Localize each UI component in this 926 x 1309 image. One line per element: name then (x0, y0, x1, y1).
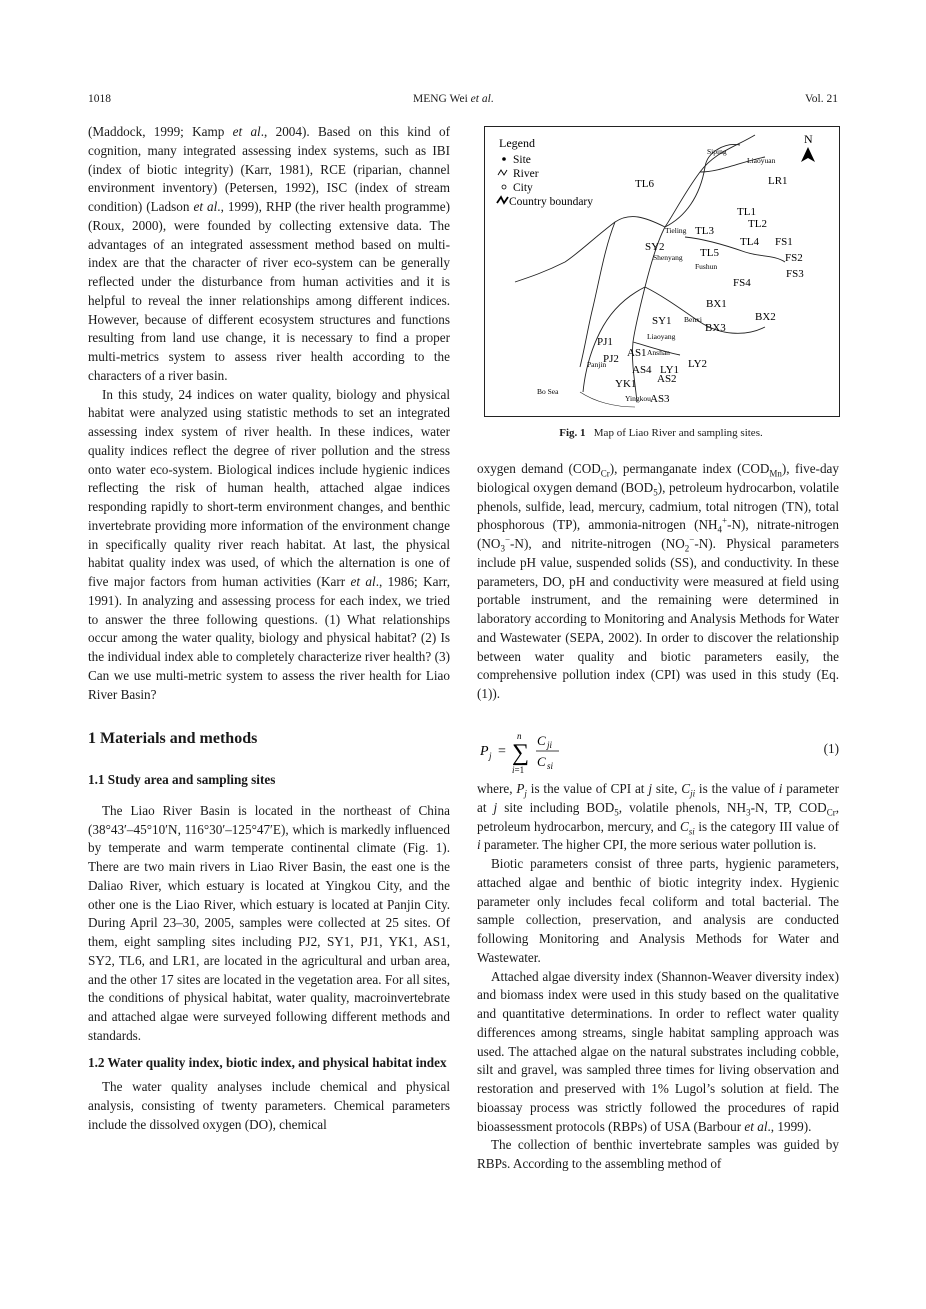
right-column-top (477, 460, 839, 704)
site-label-yk1: YK1 (615, 378, 637, 390)
right-column-bottom (477, 780, 839, 1174)
paragraph-study-area: The Liao River Basin is located in the northeast of China (38°43′–45°10′N, 116°30′–125°47′E), which is markedly influenced by temperate and warm temperate continental climate (Fig. 1). There are two main rivers in Liao River Basin, the east one is the Daliao River, which estuary is located at Yingkou City, and the other one is the Liao River, which estuary is located at Panjin City. During April 23–30, 2005, samples were collected at 25 sites. Of them, eight sampling sites including PJ2, SY1, PJ1, YK1, AS1, SY2, TL6, and LR1, are located in the agricultural and urban area, and the other 17 sites are located in the vegetation area. For all sites, the conditions of physical habitat, water quality, macroinvertebrate and attached algae were surveyed following different methods and standards. (88, 802, 450, 1043)
site-label-tl4: TL4 (740, 236, 759, 248)
legend-site: Site (513, 154, 531, 166)
paragraph-chemical: oxygen demand $(COD_{Cr})$, permanganate index $(COD_{Mn})$, five-day biological oxygen demand $(BOD_5)$, petroleum hydrocarbon, volatile phenols, sulfide, lead, mercury, cadmium, total nitrogen (TN), total phosphorous (TP), ammonia-nitrogen $(NH_4^+-N)$, nitrate-nitrogen $(NO_3^--N)$, and nitrite-nitrogen $(NO_2^--N)$. Physical parameters include pH value, suspended solids (SS), and conductivity. In these parameters, DO, pH and conductivity were measured at field using portable instrument, and the remaining were determined in laboratory according to Monitoring and Analysis Methods for Water and Wastewater (SEPA, 2002). In order to discover the relationship between water quality and biotic parameters easily, the comprehensive pollution index (CPI) was used in this study (Eq. (1)). (477, 461, 839, 701)
city-label-shenyang: Shenyang (653, 253, 683, 262)
site-label-fs4: FS4 (733, 277, 751, 289)
site-label-bx3: BX3 (705, 322, 726, 334)
north-arrow-icon (801, 147, 815, 162)
site-label-as1: AS1 (627, 347, 647, 359)
city-label-fushun: Fushun (695, 262, 718, 271)
svg-text:∑: ∑ (512, 740, 530, 766)
legend-river: River (513, 168, 539, 180)
legend-title: Legend (499, 136, 535, 150)
city-layer (537, 147, 776, 403)
city-label-tieling: Tieling (665, 226, 687, 235)
left-column (88, 123, 450, 1135)
svg-text:n: n (517, 731, 522, 741)
site-label-pj2: PJ2 (603, 353, 619, 365)
svg-text:C: C (537, 733, 546, 748)
svg-text:=: = (498, 744, 506, 759)
volume-label: Vol. 21 (804, 93, 838, 105)
site-label-pj1: PJ1 (597, 336, 613, 348)
site-label-as3: AS3 (650, 393, 670, 405)
city-label-yingkou: Yingkou (625, 394, 651, 403)
site-label-ly2: LY2 (688, 358, 708, 370)
paragraph-benthic: The collection of benthic invertebrate samples was guided by RBPs. According to the assembling method of (477, 1137, 839, 1171)
paragraph-water-quality: The water quality analyses include chemical and physical analysis, consisting of twenty parameters. Chemical parameters include the dissolved oxygen (DO), chemical (88, 1079, 450, 1132)
site-label-bx2: BX2 (755, 311, 776, 323)
svg-text:P: P (480, 744, 489, 759)
map-svg (485, 127, 839, 416)
site-label-fs3: FS3 (786, 268, 804, 280)
site-label-tl5: TL5 (700, 247, 719, 259)
running-header: MENG Wei et al. (413, 93, 494, 105)
site-label-sy2: SY2 (645, 241, 665, 253)
equation-number: (1) (823, 741, 839, 756)
site-label-tl2: TL2 (748, 218, 767, 230)
figure-caption: Fig. 1 Map of Liao River and sampling sites. (559, 427, 763, 439)
svg-text:ji: ji (547, 740, 553, 750)
subsection-heading-1-1: 1.1 Study area and sampling sites (88, 772, 276, 787)
legend-boundary-icon (497, 197, 508, 203)
city-label-bo-sea: Bo Sea (537, 387, 559, 396)
equation-svg (480, 728, 840, 778)
paragraph-biotic: Biotic parameters consist of three parts, hygienic parameters, attached algae and benthic of biotic integrity index. Hygienic parameter only includes fecal coliform and total bacterial. The sample collection, preservation, and analysis are conducted following Monitoring and Analysis Methods for Water and Wastewater. (477, 856, 839, 965)
legend-site-dot (502, 157, 506, 161)
city-label-anshan: Anshan (647, 348, 670, 357)
legend-city: City (513, 182, 533, 194)
legend-city-circle (502, 185, 506, 189)
city-label-liaoyuan: Liaoyuan (747, 156, 776, 165)
north-label: N (804, 132, 813, 146)
paragraph-cpi-definition: where, $P_j$ is the value of CPI at j site, $C_{ji}$ is the value of i parameter at j site including $BOD_5$, volatile phenols, $NH_3-N$, TP, $COD_{Cr}$, petroleum hydrocarbon, mercury, and $C_{si}$ is the category III value of i parameter. The higher CPI, the more serious water pollution is. (477, 781, 839, 853)
equation-1 (480, 728, 840, 778)
page-number: 1018 (88, 93, 111, 105)
city-label-panjin: Panjin (587, 360, 607, 369)
site-label-as2: AS2 (657, 373, 677, 385)
site-label-ly1: LY1 (660, 364, 680, 376)
paragraph-intro: (Maddock, 1999; Kamp et al., 2004). Based on this kind of cognition, many integrated assessing index systems, such as IBI (index of biotic integrity) (Karr, 1981), RCE (riparian, channel environment inventory) (Petersen, 1992), ISC (index of stream condition) (Ladson et al., 1999), RHP (the river health programme) (Roux, 2000), were founded by collecting extensive data. The advantages of an integrated assessment method based on multi-index are that the character of river eco-system can be generally reflected under the disturbance from human activities and it is helpful to reveal the inner relationships among different indices. However, because of different ecosystem structures and functions resulting from land use change, it is necessary to find a proper multi-metrics system to assess river health according to the characters of a river basin. (88, 124, 451, 383)
site-label-sy1: SY1 (652, 315, 672, 327)
site-label-tl1: TL1 (737, 206, 756, 218)
site-layer (597, 175, 804, 405)
legend-river-icon (498, 170, 507, 175)
svg-text:i=1: i=1 (512, 765, 525, 775)
svg-text:j: j (489, 751, 492, 761)
subsection-heading-1-2: 1.2 Water quality index, biotic index, and physical habitat index (88, 1054, 447, 1070)
site-label-lr1: LR1 (768, 175, 788, 187)
site-label-fs1: FS1 (775, 236, 793, 248)
site-label-bx1: BX1 (706, 298, 727, 310)
paragraph-study: In this study, 24 indices on water quality, biology and physical habitat were analyzed using statistic methods to set an integrated assessing index system of river health. In these indices, water quality indices reflect the degree of river pollution and the stress onto water eco-system. Biological indices include hygienic indices reflecting the risk of human health, attached algae indices responding rapidly to short-term environment changes, and benthic invertebrate providing more information of the environment change in specifically quality river reach habitat. At last, the physical habitat quality index was used, of which the alternation is one of five major factors from human activities (Karr et al., 1986; Karr, 1991). In analyzing and assessing process for each index, we tried to answer the three following questions. (1) What relationships occur among the water quality, biology and physical habitat? (2) Is the individual index able to completely characterize river health? (3) Can we use multi-metric system to assess the river health for Liao River Basin? (88, 386, 451, 702)
site-label-tl3: TL3 (695, 225, 714, 237)
svg-text:C: C (537, 754, 546, 769)
site-label-fs2: FS2 (785, 252, 803, 264)
river-lines (515, 135, 785, 402)
map-figure (484, 126, 840, 417)
city-label-benxi: Benxi (684, 315, 702, 324)
site-label-as4: AS4 (632, 364, 652, 376)
svg-text:si: si (547, 761, 554, 771)
site-label-tl6: TL6 (635, 178, 654, 190)
paragraph-algae: Attached algae diversity index (Shannon-Weaver diversity index) and biomass index were used in this study based on the qualitative and quantitative determinations. In order to reflect water quality differences among streams, single habitat sampling approach was used. The attached algae on the natural substrates including cobble, silt and gravel, was sampled three times for living observation and restoration and preserved with 1% Lugol’s solution at field. The bioassay process was strictly followed the procedures of rapid bioassessment protocols (RBPs) of USA (Barbour et al., 1999). (477, 968, 839, 1134)
section-heading: 1 Materials and methods (88, 730, 258, 748)
legend-boundary: Country boundary (509, 196, 594, 208)
city-label-siping: Siping (707, 147, 727, 156)
city-label-liaoyang: Liaoyang (647, 332, 676, 341)
